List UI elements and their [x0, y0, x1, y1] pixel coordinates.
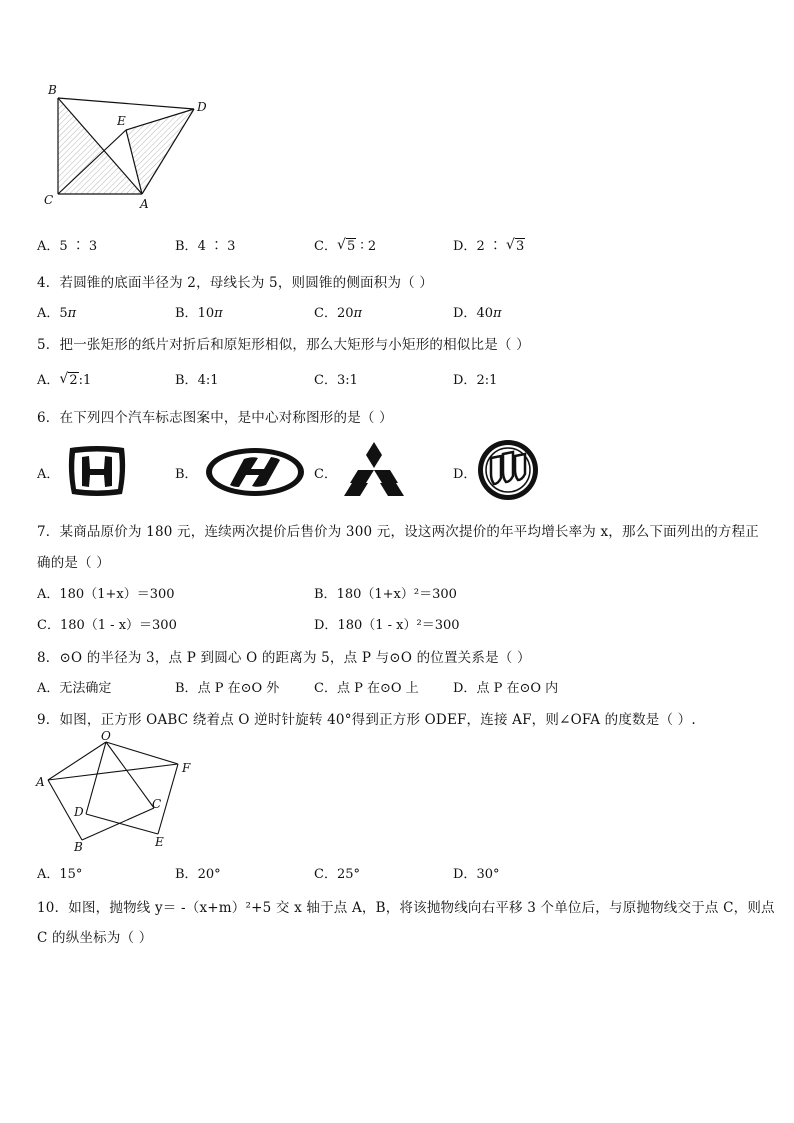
q9-option-d: D．30° — [453, 867, 500, 882]
sqrt-symbol: √ 2 — [59, 373, 78, 388]
q7-option-a: A．180（1+x）＝300 — [37, 587, 175, 602]
q9-option-b: B．20° — [175, 867, 221, 882]
q6-option-a-letter: A． — [37, 467, 60, 482]
q5-option-c: C．3:1 — [314, 373, 358, 388]
sqrt-symbol: √ 5 — [337, 239, 356, 254]
q3-option-a: A．5 ∶ 3 — [37, 239, 98, 254]
q8-option-b: B．点 P 在⊙O 外 — [175, 681, 280, 696]
hatched-triangle-ead — [126, 109, 194, 194]
buick-logo-icon — [476, 438, 540, 502]
q5-option-a: A．√ 2:1 — [37, 369, 91, 388]
q7-stem-line2: 确的是（ ） — [37, 555, 110, 571]
q3-option-d: D．2 ∶ √ 3 — [453, 235, 525, 254]
q6-option-c-letter: C． — [314, 467, 337, 482]
segment-bd — [58, 98, 194, 109]
q5-option-b: B．4:1 — [175, 373, 219, 388]
q9-option-a: A．15° — [37, 867, 83, 882]
label-e: E — [117, 114, 126, 128]
q7-option-b: B．180（1+x）²＝300 — [314, 587, 457, 602]
honda-logo-icon — [66, 444, 128, 498]
q3-figure — [36, 80, 226, 215]
q9-option-c: C．25° — [314, 867, 360, 882]
hyundai-logo-icon — [204, 446, 306, 498]
q7-option-c: C．180（1 - x）＝300 — [37, 618, 177, 633]
q7-stem-line1: 7．某商品原价为 180 元，连续两次提价后售价为 300 元，设这两次提价的年平均增长率为 x，那么下面列出的方程正 — [37, 524, 759, 540]
q3-option-b: B．4 ∶ 3 — [175, 239, 236, 254]
q6-stem: 6．在下列四个汽车标志图案中，是中心对称图形的是（ ） — [37, 410, 393, 426]
label-o: O — [101, 730, 111, 743]
q4-stem: 4．若圆锥的底面半径为 2，母线长为 5，则圆锥的侧面积为（ ） — [37, 275, 434, 291]
label-a: A — [36, 775, 45, 789]
segment-co — [106, 742, 154, 808]
label-b: B — [48, 83, 57, 97]
q3-option-c: C．√ 5 ∶ 2 — [314, 235, 376, 254]
q4-option-d: D．40π — [453, 306, 502, 321]
q4-option-b: B．10π — [175, 306, 223, 321]
label-f: F — [182, 761, 191, 775]
label-b: B — [74, 840, 83, 854]
q5-option-d: D．2:1 — [453, 373, 498, 388]
q10-stem-line2: C 的纵坐标为（ ） — [37, 930, 153, 946]
q8-option-d: D．点 P 在⊙O 内 — [453, 681, 559, 696]
label-c: C — [44, 193, 54, 207]
q10-stem-line1: 10．如图，抛物线 y＝ -（x+m）²+5 交 x 轴于点 A，B，将该抛物线向右平移 3 个单位后，与原抛物线交于点 C，则点 — [37, 900, 775, 916]
sqrt-symbol: √ 3 — [506, 239, 525, 254]
label-a: A — [140, 197, 149, 211]
q8-option-a: A．无法确定 — [37, 681, 112, 696]
segment-bc — [82, 808, 154, 840]
segment-de — [86, 814, 158, 834]
q8-option-c: C．点 P 在⊙O 上 — [314, 681, 419, 696]
q8-stem: 8．⊙O 的半径为 3，点 P 到圆心 O 的距离为 5，点 P 与⊙O 的位置关系是（ ） — [37, 650, 531, 666]
label-d: D — [74, 805, 84, 819]
label-c: C — [152, 797, 162, 811]
q7-option-d: D．180（1 - x）²＝300 — [314, 618, 460, 633]
segment-fo — [106, 742, 178, 764]
q4-option-c: C．20π — [314, 306, 363, 321]
mitsubishi-logo-icon — [342, 440, 406, 498]
q6-option-d-letter: D． — [453, 467, 477, 482]
q9-figure — [34, 730, 199, 855]
q9-stem: 9．如图，正方形 OABC 绕着点 O 逆时针旋转 40°得到正方形 ODEF，连接 AF，则∠OFA 的度数是（ ）. — [37, 712, 696, 728]
q5-stem: 5．把一张矩形的纸片对折后和原矩形相似，那么大矩形与小矩形的相似比是（ ） — [37, 337, 530, 353]
q6-option-b-letter: B． — [175, 467, 198, 482]
label-e: E — [155, 835, 164, 849]
segment-af — [48, 764, 178, 780]
q4-option-a: A．5π — [37, 306, 77, 321]
label-d: D — [197, 100, 207, 114]
